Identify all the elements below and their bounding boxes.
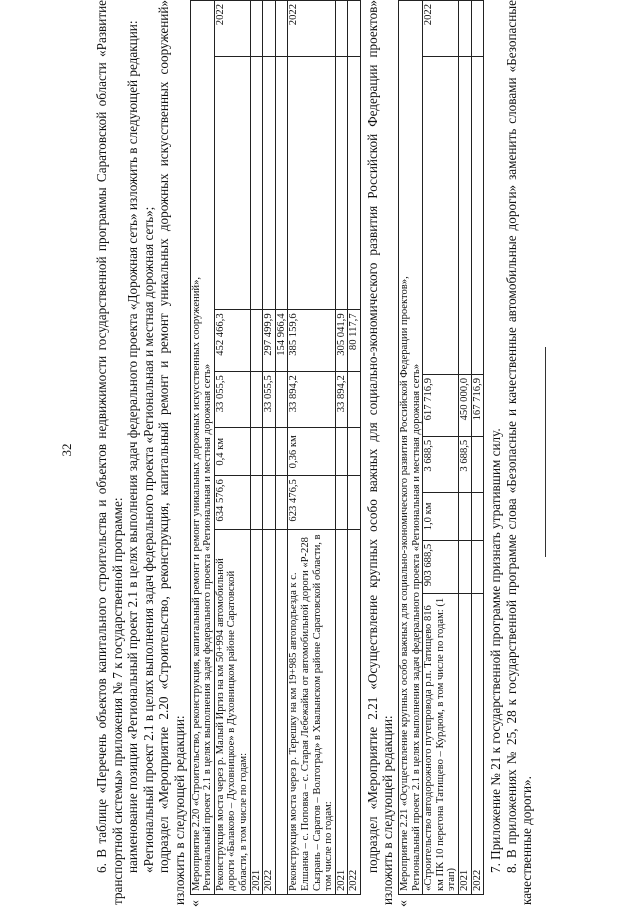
- table-row: [250, 1, 263, 895]
- finance-plan-cell: 154 966,4: [275, 310, 288, 372]
- year-cell: [471, 1, 484, 57]
- cost-cell: [459, 540, 472, 593]
- table-open-quote: «: [396, 900, 412, 907]
- empty-cell: [288, 57, 335, 310]
- empty-cell: [250, 57, 263, 310]
- object-name-cell: Реконструкция моста через р. Терешку на км 19+985 автоподъезда к с. Елшанка – с. Поповка – с. Старая Лебежайка от автомобильной дороги «Р-228 Сызрань – Саратов – Волгоград» в Хвалынском районе Саратовской области, в том числе по годам:: [288, 529, 335, 894]
- objects-table: [190, 0, 361, 895]
- empty-cell: [263, 57, 276, 310]
- cost-cell: [250, 476, 263, 529]
- capacity-cell: [348, 428, 361, 476]
- capacity-cell: [250, 428, 263, 476]
- object-name-cell: 2021: [459, 594, 472, 895]
- table-row: [288, 1, 335, 895]
- capacity-cell: [471, 493, 484, 541]
- cost-cell: 903 688,5: [423, 540, 459, 593]
- finance-prior-cell: 3 688,5: [459, 436, 472, 492]
- finance-prior-cell: [471, 436, 484, 492]
- finance-plan-cell: 617 716,9: [423, 374, 459, 436]
- empty-cell: [459, 57, 472, 375]
- empty-cell: [275, 57, 288, 310]
- table-row: [275, 1, 288, 895]
- empty-cell: [335, 57, 348, 310]
- finance-prior-cell: 33 894,2: [335, 372, 348, 428]
- cost-cell: [335, 476, 348, 529]
- page-number: 32: [59, 443, 74, 457]
- paragraph-6c: подраздел «Мероприятие 2.20 «Строительство, реконструкция, капитальный ремонт и ремонт уникальных дорожных искусственных сооружений» изложить в следующей редакции:: [156, 0, 187, 905]
- empty-cell: [423, 57, 459, 375]
- paragraph-6d: подраздел «Мероприятие 2.21 «Осуществление крупных особо важных для социально-экономического развития Российской Федерации проектов» изложить в следующей редакции:: [364, 0, 396, 905]
- table-open-quote: «: [187, 900, 203, 907]
- rotated-document-page: [94, 0, 554, 905]
- finance-plan-cell: 450 000,0: [459, 374, 472, 436]
- finance-plan-cell: [250, 310, 263, 372]
- table-row: [263, 1, 276, 895]
- capacity-cell: 0,4 км: [214, 428, 250, 476]
- table-header: Мероприятие 2.20 «Строительство, реконструкция, капитальный ремонт и ремонт уникальных дорожных искусственных сооружений», Региональный проект 2.1 в целях выполнения задач федерального проекта «Региональная и местная дорожная сеть»: [190, 1, 214, 895]
- empty-cell: [348, 57, 361, 310]
- finance-prior-cell: 33 894,2: [288, 372, 335, 428]
- year-cell: [250, 1, 263, 57]
- year-cell: [459, 1, 472, 57]
- cost-cell: 623 476,5: [288, 476, 335, 529]
- table-row: [471, 1, 484, 895]
- finance-prior-cell: 33 055,5: [214, 372, 250, 428]
- cost-cell: [348, 476, 361, 529]
- object-name-cell: «Строительство автодорожного путепровода р.п. Татищево 816 км ПК 10 перегона Татищево – Курдюм, в том числе по годам: (1 этап): [423, 594, 459, 895]
- finance-prior-cell: [348, 372, 361, 428]
- finance-plan-cell: 80 117,7: [348, 310, 361, 372]
- capacity-cell: [335, 428, 348, 476]
- finance-plan-cell: 452 466,3: [214, 310, 250, 372]
- empty-cell: [214, 57, 250, 310]
- empty-cell: [471, 57, 484, 375]
- table-measure-2-20: [187, 0, 361, 907]
- cost-cell: [471, 540, 484, 593]
- finance-plan-cell: 297 499,9: [263, 310, 276, 372]
- object-name-cell: 2021: [335, 529, 348, 894]
- object-name-cell: 2022: [471, 594, 484, 895]
- finance-prior-cell: 33 055,5: [263, 372, 276, 428]
- object-name-cell: [275, 529, 288, 894]
- year-cell: 2022: [214, 1, 250, 57]
- table-row: [214, 1, 250, 895]
- cost-cell: [275, 476, 288, 529]
- year-cell: [275, 1, 288, 57]
- year-cell: 2022: [423, 1, 459, 57]
- capacity-cell: [459, 493, 472, 541]
- paragraph-8: 8. В приложениях № 25, 28 к государственной программе слова «Безопасные и качественные автомобильные дороги» заменить словами «Безопасные качественные дороги».: [503, 0, 535, 905]
- object-name-cell: 2022: [263, 529, 276, 894]
- paragraph-7: 7. Приложение № 21 к государственной программе признать утратившим силу.: [488, 428, 504, 873]
- table-header: Мероприятие 2.21 «Осуществление крупных особо важных для социально-экономического развития Российской Федерации проектов», Региональный проект 2.1 в целях выполнения задач федерального проекта «Региональная и местная дорожная сеть»: [399, 1, 423, 895]
- finance-prior-cell: [250, 372, 263, 428]
- year-cell: [263, 1, 276, 57]
- year-cell: [335, 1, 348, 57]
- finance-prior-cell: [275, 372, 288, 428]
- paragraph-6b: «Региональный проект 2.1 в целях выполнения задач федерального проекта «Региональная и местная дорожная сеть»;: [140, 206, 156, 873]
- paragraph-6a: наименование позиции «Региональный проект 2.1 в целях выполнения задач федерального проекта «Дорожная сеть» изложить в следующей редакции:: [125, 20, 141, 873]
- finance-plan-cell: 167 716,9: [471, 374, 484, 436]
- footer-rule: [545, 348, 546, 558]
- finance-plan-cell: 385 159,6: [288, 310, 335, 372]
- table-measure-2-21: [396, 0, 484, 907]
- paragraph-6: 6. В таблице «Перечень объектов капитального строительства и объектов недвижимости государственной программы Саратовской области «Развитие транспортной системы» приложения № 7 к государственной программе:: [94, 0, 125, 905]
- table-row: [335, 1, 348, 895]
- year-cell: [348, 1, 361, 57]
- capacity-cell: [263, 428, 276, 476]
- objects-table: [398, 0, 484, 895]
- table-row: [423, 1, 459, 895]
- capacity-cell: [275, 428, 288, 476]
- year-cell: 2022: [288, 1, 335, 57]
- finance-plan-cell: 305 041,9: [335, 310, 348, 372]
- capacity-cell: 1,0 км: [423, 493, 459, 541]
- finance-prior-cell: 3 688,5: [423, 436, 459, 492]
- capacity-cell: 0,36 км: [288, 428, 335, 476]
- object-name-cell: 2021: [250, 529, 263, 894]
- object-name-cell: Реконструкция моста через р. Малый Иргиз на км 50+994 автомобильной дороги «Балаково – Духовницкое» в Духовницком районе Саратовской области, в том числе по годам:: [214, 529, 250, 894]
- cost-cell: 634 576,6: [214, 476, 250, 529]
- table-row: [459, 1, 472, 895]
- cost-cell: [263, 476, 276, 529]
- object-name-cell: 2022: [348, 529, 361, 894]
- table-row: [348, 1, 361, 895]
